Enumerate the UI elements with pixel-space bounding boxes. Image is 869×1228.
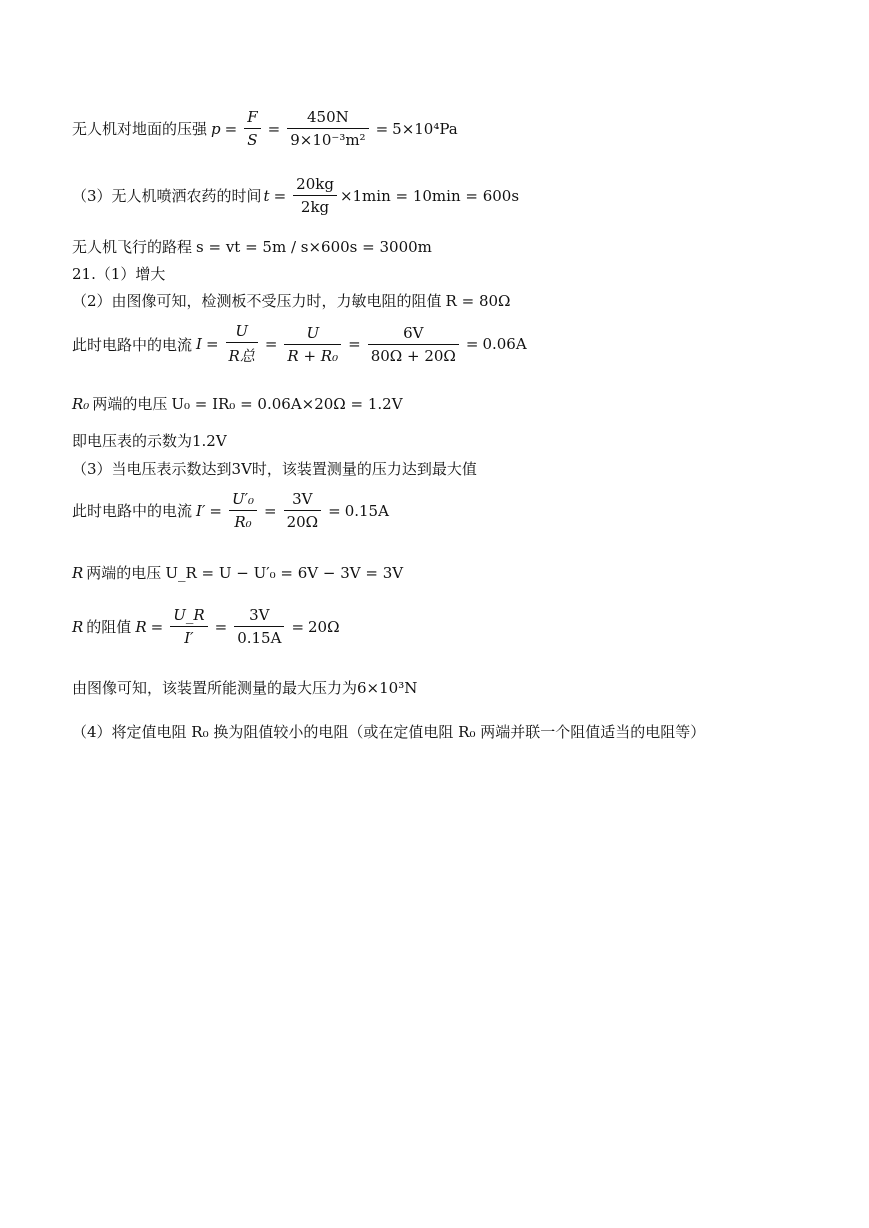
spray-time-lhs: t [263,186,270,205]
r-voltage-expr: U_R = U − U′₀ = 6V − 3V = 3V [165,563,404,582]
fraction-20kg: $\frac{20kg}{2kg}$ [293,175,337,216]
spray-time-prefix: （3）无人机喷洒农药的时间 [72,187,262,205]
distance-prefix: 无人机飞行的路程 [72,238,193,256]
fraction-u0-over-r0: $\frac{\text{U′₀}}{\text{R₀}}$ [229,490,257,531]
max-force-line: 由图像可知，该装置所能测量的最大压力为6×10³N [72,679,418,697]
voltmeter-reading: 即电压表的示数为1.2V [72,432,227,450]
pressure-prefix: 无人机对地面的压强 [72,120,208,138]
distance-expr: s = vt = 5m / s×600s = 3000m [196,237,432,256]
resistance-expr: R = 80Ω [445,291,511,310]
pressure-result: 5×10⁴Pa [392,119,458,138]
current-result: 0.06A [482,335,527,353]
spray-time-rest: ×1min = 10min = 600s [339,186,520,205]
fraction-u-over-rsum: $\frac{U}{\text{R + R₀}}$ [284,324,341,365]
q21-part1: 21.（1）增大 [72,265,166,283]
r0-voltage-line: R₀ 两端的电压 U₀ = IR₀ = 0.06A×20Ω = 1.2V [72,394,403,413]
q21-part2-intro: （2）由图像可知，检测板不受压力时，力敏电阻的阻值 R = 80Ω [72,291,511,310]
current-line: 此时电路中的电流 I = $\frac{U}{\text{R总}}$ = $\frac{U}{\text{R + R₀}}$ = $\frac{6V}{80\Omega + 20\Omega}$ = 0.06A [72,322,527,365]
current-prefix: 此时电路中的电流 [72,335,193,354]
q21-part3-intro: （3）当电压表示数达到3V时，该装置测量的压力达到最大值 [72,460,477,478]
fraction-450n: $\frac{450N}{\text{9×10⁻³m²}}$ [287,108,368,149]
fraction-3v-015a: $\frac{3V}{0.15A}$ [234,606,284,647]
fraction-ur-over-i: $\frac{U\_R}{I'}$ [170,606,207,647]
spray-time-line: （3）无人机喷洒农药的时间 t = $\frac{20kg}{2kg}$ ×1min = 10min = 600s [72,175,520,216]
distance-line [72,236,432,257]
fraction-u-over-rtotal: $\frac{U}{\text{R总}}$ [226,322,258,366]
r-resistance-line: R 的阻值 R = $\frac{U\_R}{I'}$ = $\frac{3V}{0.15A}$ = 20Ω [72,606,340,647]
fraction-f-over-s: $\frac{F}{S}$ [244,108,260,149]
pressure-lhs: p [211,119,221,138]
r-voltage-line: R 两端的电压 U_R = U − U′₀ = 6V − 3V = 3V [72,563,404,582]
q21-part4: （4）将定值电阻 R₀ 换为阻值较小的电阻（或在定值电阻 R₀ 两端并联一个阻值适当的电阻等） [72,723,706,741]
current-lhs: I [196,335,202,353]
r0-voltage-expr: U₀ = IR₀ = 0.06A×20Ω = 1.2V [171,394,403,413]
fraction-6v: $\frac{6V}{80\Omega + 20\Omega}$ [368,324,459,365]
fraction-3v-20ohm: $\frac{3V}{20\Omega}$ [284,490,322,531]
max-current-line: 此时电路中的电流 I′ = $\frac{\text{U′₀}}{\text{R₀}}$ = $\frac{3V}{20\Omega}$ = 0.15A [72,490,389,531]
pressure-line: 无人机对地面的压强 p = $\frac{F}{S}$ = $\frac{450N}{\text{9×10⁻³m²}}$ = 5×10⁴Pa [72,108,458,149]
